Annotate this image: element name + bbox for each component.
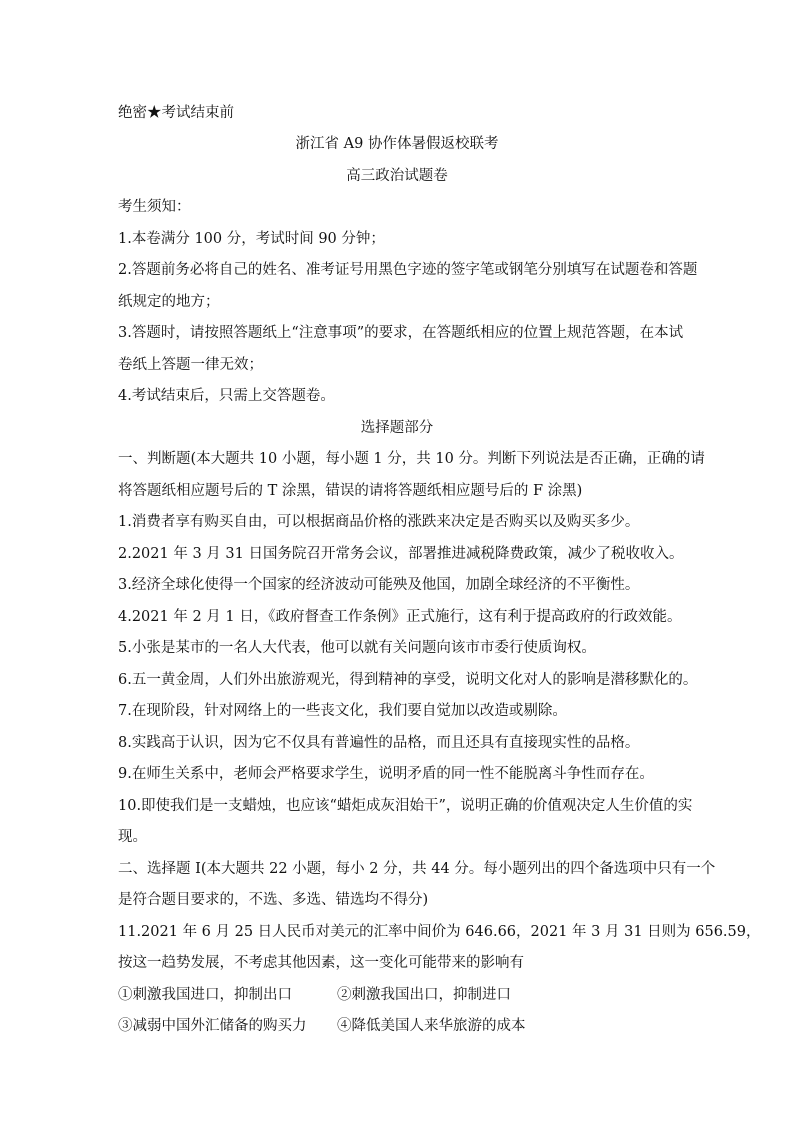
- question-4: 4.2021 年 2 月 1 日，《政府督查工作条例》正式施行，这有利于提高政府的行政效能。: [118, 609, 682, 625]
- question-11-cont: 按这一趋势发展，不考虑其他因素，这一变化可能带来的影响有: [118, 955, 524, 971]
- notice-item: 卷纸上答题一律无效；: [118, 357, 263, 373]
- part1-intro: 将答题纸相应题号后的 T 涂黑，错误的请将答题纸相应题号后的 F 涂黑): [118, 483, 583, 499]
- notice-item: 4.考试结束后，只需上交答题卷。: [118, 388, 335, 404]
- notice-item: 3.答题时，请按照答题纸上“注意事项”的要求，在答题纸相应的位置上规范答题，在本试: [118, 325, 684, 341]
- question-9: 9.在师生关系中，老师会严格要求学生，说明矛盾的同一性不能脱离斗争性而存在。: [118, 766, 654, 782]
- question-10: 10.即使我们是一支蜡烛，也应该“蜡炬成灰泪始干”，说明正确的价值观决定人生价值的实: [118, 798, 693, 814]
- part1-intro: 一、判断题(本大题共 10 小题，每小题 1 分，共 10 分。判断下列说法是否正确，正确的请: [118, 451, 705, 467]
- question-10-cont: 现。: [118, 829, 147, 845]
- question-7: 7.在现阶段，针对网络上的一些丧文化，我们要自觉加以改造或剔除。: [118, 703, 567, 719]
- question-2: 2.2021 年 3 月 31 日国务院召开常务会议，部署推进减税降费政策，减少了税收收入。: [118, 546, 684, 562]
- notice-item: 纸规定的地方；: [118, 294, 220, 310]
- exam-title: 浙江省 A9 协作体暑假返校联考: [295, 136, 499, 152]
- question-1: 1.消费者享有购买自由，可以根据商品价格的涨跌来决定是否购买以及购买多少。: [118, 514, 640, 530]
- notice-item: 1.本卷满分 100 分，考试时间 90 分钟；: [118, 231, 385, 247]
- question-5: 5.小张是某市的一名人大代表，他可以就有关问题向该市市委行使质询权。: [118, 640, 596, 656]
- question-3: 3.经济全球化使得一个国家的经济波动可能殃及他国，加剧全球经济的不平衡性。: [118, 577, 640, 593]
- notice-heading: 考生须知：: [118, 199, 191, 215]
- option-2: ②刺激我国出口，抑制进口: [337, 987, 511, 1003]
- option-3: ③减弱中国外汇储备的购买力: [118, 1018, 307, 1034]
- part2-intro: 是符合题目要求的，不选、多选、错选均不得分): [118, 892, 429, 908]
- notice-item: 2.答题前务必将自己的姓名、准考证号用黑色字迹的签字笔或钢笔分别填写在试题卷和答题: [118, 262, 698, 278]
- option-4: ④降低美国人来华旅游的成本: [337, 1018, 526, 1034]
- part2-intro: 二、选择题 I(本大题共 22 小题，每小 2 分，共 44 分。每小题列出的四个备选项中只有一个: [118, 861, 716, 877]
- section-title: 选择题部分: [360, 420, 434, 436]
- paper-title: 高三政治试题卷: [346, 168, 448, 184]
- question-11: 11.2021 年 6 月 25 日人民币对美元的汇率中间价为 646.66，2021 年 3 月 31 日则为 656.59，: [118, 924, 761, 940]
- question-8: 8.实践高于认识，因为它不仅具有普遍性的品格，而且还具有直接现实性的品格。: [118, 735, 640, 751]
- option-1: ①刺激我国进口，抑制出口: [118, 987, 292, 1003]
- question-6: 6.五一黄金周，人们外出旅游观光，得到精神的享受，说明文化对人的影响是潜移默化的。: [118, 672, 698, 688]
- secret-mark: 绝密★考试结束前: [118, 105, 234, 121]
